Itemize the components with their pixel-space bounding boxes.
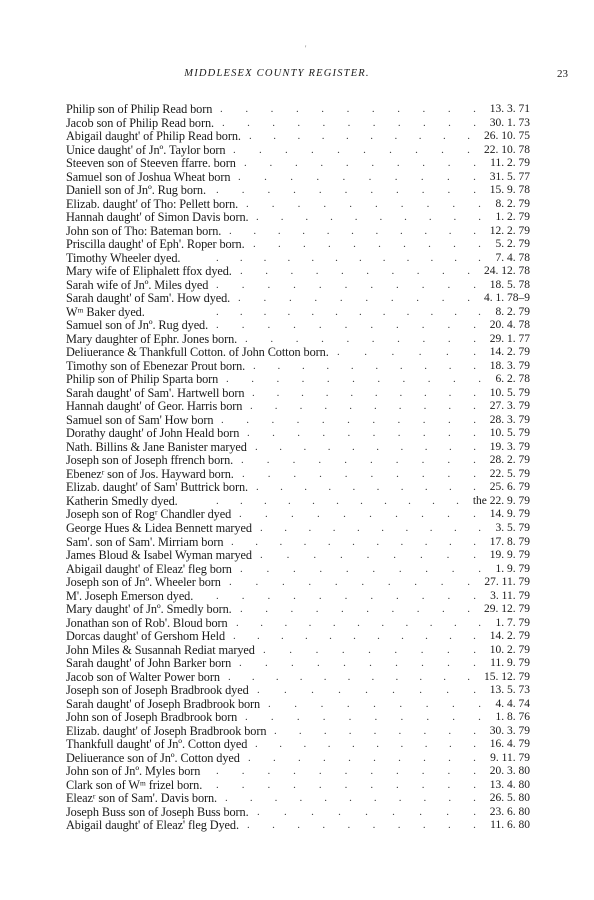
entry-text: Steeven son of Steeven ffarre. born [66, 156, 236, 171]
page-mark: ' [305, 44, 307, 53]
register-entry [66, 779, 530, 793]
register-entry [66, 576, 530, 590]
register-entry [66, 103, 530, 117]
entry-text: Daniell son of Jnº. Rug born. [66, 183, 206, 198]
register-entry [66, 590, 530, 604]
leader-dots: . . . . . . . . . . [240, 562, 481, 575]
leader-dots: . . . . . . . . . . [245, 711, 481, 724]
entry-text: Wᵐ Baker dyed. [66, 304, 145, 319]
leader-dots: . . . . . . . . . . [250, 400, 476, 413]
leader-dots: . . . . . . . . . . . [233, 630, 476, 643]
entry-date: 3. 11. 79 [490, 589, 530, 602]
entry-date: 23. 6. 80 [489, 805, 530, 818]
entry-text: Sarah daught' of Sam'. How dyed. [66, 291, 231, 306]
entry-text: Deliuerance son of Jnº. Cotton dyed [66, 750, 240, 765]
register-entry [66, 603, 530, 617]
entry-text: John Miles & Susannah Rediat maryed [66, 642, 255, 657]
entry-date: 20. 3. 80 [489, 765, 530, 778]
entry-text: Sam'. son of Sam'. Mirriam born [66, 534, 224, 549]
entry-date: 31. 5. 77 [489, 170, 530, 183]
entry-date: 8. 2. 79 [495, 197, 530, 210]
register-entry [66, 238, 530, 252]
entry-text: Sarah wife of Jnº. Miles dyed [66, 277, 209, 292]
entry-text: Elizab. daught' of Joseph Bradbrook born [66, 723, 267, 738]
entry-text: Timothy son of Ebenezar Prout born. [66, 358, 246, 373]
entry-date: 10. 5. 79 [489, 427, 530, 440]
register-entry [66, 414, 530, 428]
leader-dots: . . . . . . . . . . [249, 130, 470, 143]
entry-text: Samuel son of Jnº. Rug dyed. [66, 318, 209, 333]
entry-date: 18. 3. 79 [489, 359, 530, 372]
register-entry [66, 617, 530, 631]
entry-text: Sarah daught' of Sam'. Hartwell born [66, 385, 245, 400]
entry-text: Mary wife of Eliphalett ffox dyed. [66, 264, 232, 279]
register-entry [66, 630, 530, 644]
leader-dots: . . . . . . . . . . [252, 386, 476, 399]
page-header [0, 68, 594, 84]
leader-dots: . . . . . . . . . . [233, 143, 470, 156]
entry-date: 19. 9. 79 [489, 549, 530, 562]
entry-date: 7. 4. 78 [495, 251, 530, 264]
register-entry [66, 279, 530, 293]
leader-dots: . . . . . . . . . . . [229, 224, 476, 237]
register-entry [66, 319, 530, 333]
register-entry [66, 563, 530, 577]
register-entry [66, 171, 530, 185]
leader-dots: . . . . . . . . . . . [231, 535, 476, 548]
leader-dots: . . . . . . . . . . . . [216, 305, 481, 318]
entry-text: Deliuerance & Thankfull Cotton. of John Cotton born. [66, 345, 329, 360]
entry-text: Jonathan son of Rob'. Bloud born [66, 615, 228, 630]
entry-date: 1. 2. 79 [495, 211, 530, 224]
entry-date: 1. 9. 79 [495, 562, 530, 575]
entry-date: 27. 3. 79 [489, 400, 530, 413]
register-entry [66, 806, 530, 820]
leader-dots: . . . . . . . . . . [253, 359, 476, 372]
entry-date: 1. 8. 76 [495, 711, 530, 724]
entry-date: 20. 4. 78 [489, 319, 530, 332]
entry-text: Jacob son of Walter Power born [66, 669, 220, 684]
entry-date: 26. 10. 75 [484, 130, 530, 143]
register-entry [66, 725, 530, 739]
leader-dots: . . . . . . . . . . . . [216, 251, 481, 264]
entry-text: Joseph son of Rogʳ Chandler dyed [66, 507, 232, 522]
leader-dots: . . . . . . . . . [260, 549, 476, 562]
register-entry [66, 454, 530, 468]
register-entry [66, 252, 530, 266]
entry-text: Joseph son of Jnº. Wheeler born [66, 575, 221, 590]
leader-dots: . . . . . . . . . [257, 684, 476, 697]
entry-date: 9. 11. 79 [490, 751, 530, 764]
register-entry [66, 265, 530, 279]
register-entry [66, 765, 530, 779]
register-entry [66, 360, 530, 374]
register-entry [66, 711, 530, 725]
entry-date: 28. 3. 79 [489, 413, 530, 426]
register-entry [66, 792, 530, 806]
register-entry [66, 698, 530, 712]
entry-text: Sarah daught' of John Barker born [66, 656, 232, 671]
leader-dots: . . . . . . . . . . [256, 481, 476, 494]
register-entry [66, 225, 530, 239]
entry-date: 16. 4. 79 [489, 738, 530, 751]
register-entry [66, 536, 530, 550]
leader-dots: . . . . . . . . . . [238, 292, 470, 305]
entry-text: Elizab. daught' of Tho: Pellett born. [66, 196, 239, 211]
register-entry [66, 738, 530, 752]
entry-date: 12. 2. 79 [489, 224, 530, 237]
register-entry [66, 644, 530, 658]
register-entry [66, 752, 530, 766]
register-entry [66, 333, 530, 347]
entry-date: 5. 2. 79 [495, 238, 530, 251]
leader-dots: . . . . . . . . . . [240, 603, 470, 616]
leader-dots: . . . . . . . . . . [238, 170, 476, 183]
entry-text: Timothy Wheeler dyed. [66, 250, 181, 265]
entry-text: John son of Jnº. Myles born [66, 764, 201, 779]
entry-date: 19. 3. 79 [489, 440, 530, 453]
entry-text: Katherin Smedly dyed. [66, 493, 178, 508]
register-entry [66, 306, 530, 320]
entry-text: Elizab. daught' of Sam' Buttrick born. [66, 480, 248, 495]
entry-date: 30. 1. 73 [489, 116, 530, 129]
entry-date: 10. 5. 79 [489, 386, 530, 399]
entry-date: 11. 9. 79 [490, 657, 530, 670]
leader-dots: . . . . . . . . . . [240, 265, 470, 278]
register-entry [66, 508, 530, 522]
register-entry [66, 427, 530, 441]
entry-date: 24. 12. 78 [484, 265, 530, 278]
register-entry [66, 481, 530, 495]
register-entry [66, 819, 530, 833]
leader-dots: . . . . . . . . . . [253, 238, 481, 251]
leader-dots: . . . . . . . . . . . [216, 494, 459, 507]
entry-date: 15. 12. 79 [484, 670, 530, 683]
leader-dots: . . . . . . . . . . . [220, 103, 476, 115]
register-entry [66, 684, 530, 698]
entry-date: 11. 6. 80 [490, 819, 530, 832]
leader-dots: . . . . . . . . . . . [221, 413, 476, 426]
register-entry [66, 130, 530, 144]
entry-date: 10. 2. 79 [489, 643, 530, 656]
leader-dots: . . . . . . . . . . [239, 657, 476, 670]
leader-dots: . . . . . . . . . . . [216, 184, 476, 197]
entry-date: 17. 8. 79 [489, 535, 530, 548]
leader-dots: . . . . . . . . . . [242, 467, 476, 480]
entry-text: Abigail daught' of Philip Read born. [66, 129, 241, 144]
entry-text: Mary daught' of Jnº. Smedly born. [66, 602, 232, 617]
entry-date: 29. 12. 79 [484, 603, 530, 616]
entry-date: 18. 5. 78 [489, 278, 530, 291]
entry-text: Dorathy daught' of John Heald born [66, 426, 240, 441]
entry-date: 27. 11. 79 [484, 576, 530, 589]
page-number: 23 [557, 68, 568, 80]
entry-text: Nath. Billins & Jane Banister maryed [66, 439, 247, 454]
entry-date: 13. 5. 73 [489, 684, 530, 697]
entry-text: Samuel son of Sam' How born [66, 412, 214, 427]
register-entry [66, 495, 530, 509]
entry-text: M'. Joseph Emerson dyed. [66, 588, 194, 603]
register-entry [66, 211, 530, 225]
entry-date: 29. 1. 77 [489, 332, 530, 345]
entry-text: Abigail daught' of Eleaz' fleg Dyed. [66, 818, 239, 833]
entry-text: Philip son of Philip Read born [66, 102, 213, 116]
entry-date: 14. 9. 79 [489, 508, 530, 521]
entry-text: Clark son of Wᵐ frizel born. [66, 777, 203, 792]
entry-text: Ebenezʳ son of Jos. Hayward born. [66, 466, 234, 481]
leader-dots: . . . . . . . . . . [241, 454, 476, 467]
register-entries [66, 103, 530, 833]
entry-text: Joseph Buss son of Joseph Buss born. [66, 804, 249, 819]
entry-text: Mary daughter of Ephr. Jones born. [66, 331, 238, 346]
leader-dots: . . . . . . . . . . [229, 576, 470, 589]
register-entry [66, 373, 530, 387]
entry-date: 26. 5. 80 [489, 792, 530, 805]
entry-text: Dorcas daught' of Gershom Held [66, 629, 226, 644]
leader-dots: . . . . . . . . . . . [216, 778, 476, 791]
leader-dots: . . . . . . . . . . [255, 738, 476, 751]
leader-dots: . . . . . . . . . . . [225, 792, 476, 805]
leader-dots: . . . . . . . . . . [255, 440, 476, 453]
page-title: MIDDLESEX COUNTY REGISTER. [184, 68, 370, 79]
leader-dots: . . . . . . . . . . [247, 819, 476, 832]
entry-date: 3. 5. 79 [495, 521, 530, 534]
leader-dots: . . . . . . . . . . . [216, 278, 476, 291]
entry-date: 14. 2. 79 [489, 630, 530, 643]
register-entry [66, 157, 530, 171]
leader-dots: . . . . . . . . . . . [228, 670, 470, 683]
register-entry [66, 671, 530, 685]
register-entry [66, 468, 530, 482]
entry-text: Jacob son of Philip Read born. [66, 115, 214, 130]
entry-date: 22. 10. 78 [484, 143, 530, 156]
entry-text: Philip son of Philip Sparta born [66, 372, 219, 387]
entry-text: Samuel son of Joshua Wheat born [66, 169, 231, 184]
leader-dots: . . . . . . . . . . [239, 508, 476, 521]
leader-dots: . . . . . . . . . . [247, 427, 476, 440]
leader-dots: . . . . . . . . . . [246, 197, 481, 210]
entry-date: 6. 2. 78 [495, 373, 530, 386]
leader-dots: . . . . . . . . . [274, 724, 476, 737]
register-entry [66, 198, 530, 212]
entry-date: 4. 4. 74 [495, 697, 530, 710]
leader-dots: . . . . . . . . . [263, 643, 476, 656]
entry-text: Hannah daught' of Simon Davis born. [66, 210, 249, 225]
entry-text: Joseph son of Joseph ffrench born. [66, 453, 234, 468]
entry-text: Sarah daught' of Joseph Bradbrook born [66, 696, 261, 711]
entry-text: Priscilla daught' of Eph'. Roper born. [66, 237, 245, 252]
register-entry [66, 387, 530, 401]
register-entry [66, 292, 530, 306]
leader-dots: . . . . . . . . . . [244, 157, 476, 170]
entry-date: 11. 2. 79 [490, 157, 530, 170]
leader-dots: . . . . . . . . . [268, 697, 481, 710]
register-entry [66, 441, 530, 455]
entry-date: 22. 5. 79 [489, 467, 530, 480]
entry-text: James Bloud & Isabel Wyman maryed [66, 548, 252, 563]
entry-date: 25. 6. 79 [489, 481, 530, 494]
register-entry [66, 144, 530, 158]
register-entry [66, 346, 530, 360]
leader-dots: . . . . . . . . . . . [216, 765, 476, 778]
leader-dots: . . . . . . . . . . [260, 521, 481, 534]
register-entry [66, 184, 530, 198]
leader-dots: . . . . . . . . . . [245, 332, 476, 345]
entry-date: 13. 3. 71 [489, 103, 530, 115]
entry-text: Joseph son of Joseph Bradbrook dyed [66, 683, 249, 698]
register-entry [66, 549, 530, 563]
leader-dots: . . . . . . . . . . . [216, 589, 476, 602]
entry-date: 13. 4. 80 [489, 778, 530, 791]
entry-text: Eleazʳ son of Sam'. Davis born. [66, 791, 218, 806]
entry-date: 30. 3. 79 [489, 724, 530, 737]
entry-date: 1. 7. 79 [495, 616, 530, 629]
entry-text: Abigail daught' of Eleaz' fleg born [66, 561, 232, 576]
leader-dots: . . . . . . . . . . . [236, 616, 481, 629]
register-entry [66, 117, 530, 131]
leader-dots: . . . . . . [337, 346, 476, 359]
register-entry [66, 522, 530, 536]
entry-date: the 22. 9. 79 [472, 494, 530, 507]
leader-dots: . . . . . . . . . . [248, 751, 476, 764]
register-entry [66, 657, 530, 671]
entry-text: John son of Tho: Bateman born. [66, 223, 222, 238]
entry-text: Hannah daught' of Geor. Harris born [66, 399, 243, 414]
entry-date: 28. 2. 79 [489, 454, 530, 467]
leader-dots: . . . . . . . . . . . [222, 116, 476, 129]
entry-date: 15. 9. 78 [489, 184, 530, 197]
leader-dots: . . . . . . . . . . . [216, 319, 476, 332]
entry-text: George Hues & Lidea Bennett maryed [66, 520, 252, 535]
entry-date: 14. 2. 79 [489, 346, 530, 359]
entry-text: Unice daught' of Jnº. Taylor born [66, 142, 226, 157]
entry-date: 8. 2. 79 [495, 305, 530, 318]
leader-dots: . . . . . . . . . . [256, 211, 481, 224]
entry-text: Thankfull daught' of Jnº. Cotton dyed [66, 737, 248, 752]
leader-dots: . . . . . . . . . . . [226, 373, 481, 386]
register-entry [66, 400, 530, 414]
entry-date: 4. 1. 78–9 [484, 292, 530, 305]
leader-dots: . . . . . . . . . [257, 805, 476, 818]
entry-text: John son of Joseph Bradbrook born [66, 710, 238, 725]
